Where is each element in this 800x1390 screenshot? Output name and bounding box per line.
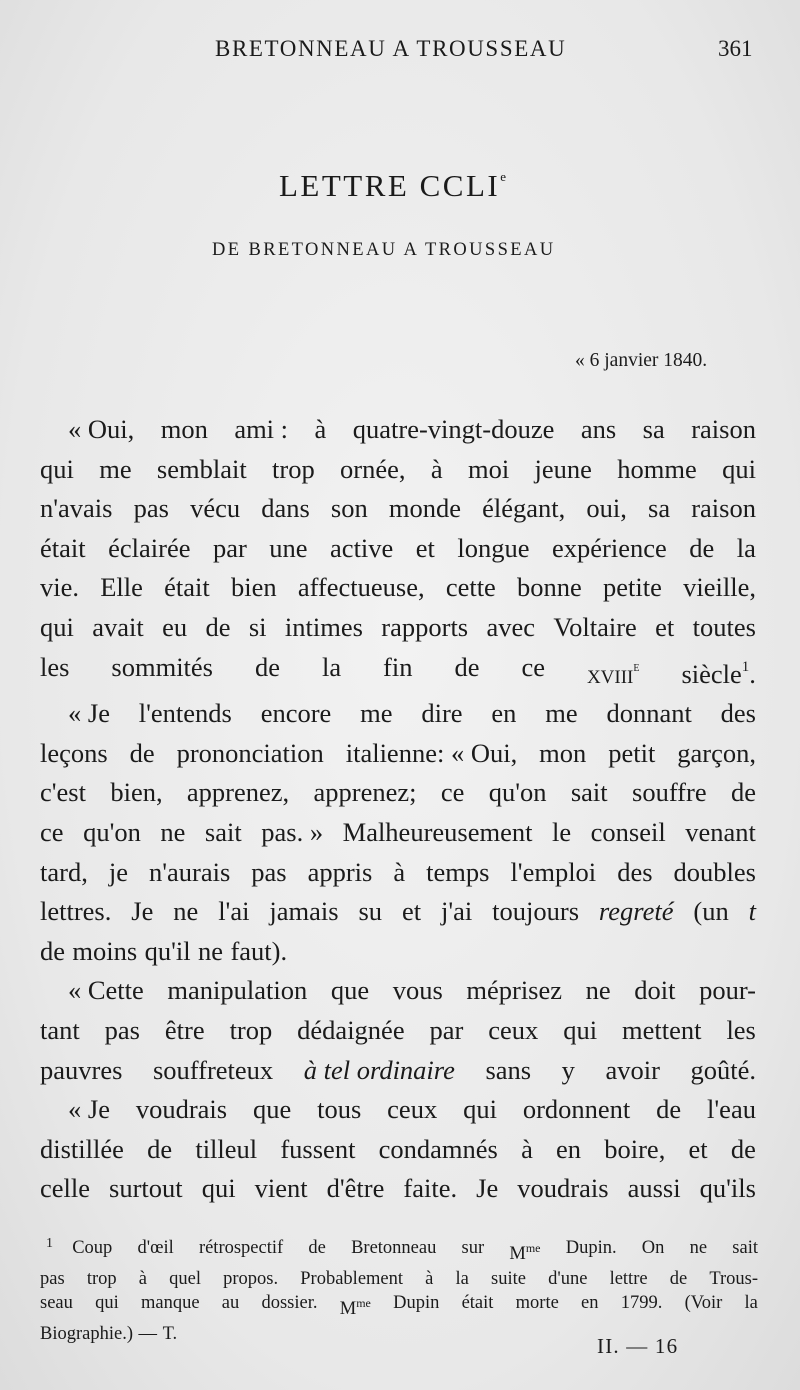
word: Probablement bbox=[300, 1268, 404, 1289]
word: et bbox=[401, 896, 422, 927]
text-line bbox=[40, 450, 756, 490]
word: mon bbox=[539, 737, 587, 768]
word: de bbox=[656, 1094, 682, 1125]
word: garçon, bbox=[677, 737, 756, 768]
word: des bbox=[617, 856, 653, 887]
word: pas. » bbox=[261, 816, 324, 847]
word: ordonnent bbox=[522, 1094, 631, 1125]
signature-mark: II. — 16 bbox=[597, 1334, 679, 1358]
word: tous bbox=[317, 1094, 362, 1125]
text-line bbox=[40, 892, 756, 932]
word: l'ai bbox=[218, 896, 250, 927]
word: lettre bbox=[609, 1268, 648, 1289]
word: tard, bbox=[40, 856, 88, 887]
word: élégant, bbox=[482, 493, 566, 524]
word: pour- bbox=[699, 975, 756, 1006]
word: à bbox=[425, 1268, 434, 1289]
word: $M^{me}$ bbox=[509, 1241, 541, 1265]
page-number: 361 bbox=[718, 36, 753, 61]
word: rapports bbox=[381, 611, 469, 642]
text-line bbox=[40, 1169, 756, 1209]
word: sommités bbox=[111, 651, 213, 682]
century-word: siècle$^1$. bbox=[681, 658, 756, 689]
footnote-line bbox=[40, 1236, 758, 1267]
word: qui bbox=[563, 1014, 598, 1045]
word: et bbox=[415, 532, 435, 563]
word: qui bbox=[463, 1094, 497, 1125]
word: être bbox=[164, 1014, 205, 1045]
word: sait bbox=[570, 777, 608, 808]
text-line bbox=[40, 1051, 756, 1091]
word: ne bbox=[689, 1238, 708, 1258]
word: dédaignée bbox=[297, 1014, 405, 1045]
word: je bbox=[108, 856, 128, 887]
footnote bbox=[40, 1236, 758, 1346]
word: goûté. bbox=[690, 1054, 756, 1085]
word: ornée, bbox=[340, 453, 406, 484]
word: sans bbox=[485, 1054, 532, 1085]
word: bonne bbox=[517, 572, 582, 603]
word: vieille, bbox=[683, 572, 756, 603]
word: bien, bbox=[110, 777, 163, 808]
word: qu'on bbox=[488, 777, 547, 808]
word: morte bbox=[515, 1293, 559, 1314]
word: par bbox=[429, 1014, 464, 1045]
word: était bbox=[164, 572, 210, 603]
word: $M^{me}$ bbox=[339, 1296, 371, 1320]
word: quatre-vingt-douze bbox=[352, 414, 555, 444]
word: sa bbox=[642, 414, 665, 444]
italic-t: t bbox=[748, 896, 756, 927]
word: en bbox=[556, 1133, 582, 1164]
footnote-marker: 1 bbox=[46, 1236, 53, 1251]
word: Biographie.) bbox=[40, 1323, 133, 1344]
word: encore bbox=[260, 698, 332, 729]
text-line bbox=[40, 1090, 756, 1130]
word: et bbox=[688, 1133, 708, 1164]
word: de bbox=[308, 1238, 326, 1258]
word: tant bbox=[40, 1014, 80, 1045]
word: j'ai bbox=[440, 896, 473, 927]
word: ami : bbox=[234, 414, 289, 444]
word: su bbox=[358, 896, 383, 927]
word: ne bbox=[585, 975, 611, 1006]
word: qui bbox=[201, 1173, 236, 1204]
word: mettent bbox=[622, 1014, 702, 1045]
word: d'œil bbox=[137, 1238, 174, 1258]
word: ce bbox=[521, 651, 545, 682]
word: y bbox=[561, 1054, 575, 1085]
word: ce bbox=[40, 816, 64, 847]
word: qui bbox=[40, 611, 74, 642]
word: me bbox=[545, 698, 578, 729]
word: moi bbox=[467, 453, 510, 484]
text-line bbox=[40, 1011, 756, 1051]
word: que bbox=[252, 1094, 292, 1125]
word: n'avais bbox=[40, 493, 113, 524]
word: à bbox=[314, 414, 327, 444]
word: en bbox=[581, 1293, 599, 1314]
word: doubles bbox=[673, 856, 756, 887]
word: me bbox=[360, 698, 393, 729]
word: ne bbox=[198, 935, 224, 966]
word: à bbox=[393, 856, 406, 887]
word: venant bbox=[685, 816, 756, 847]
word: ans bbox=[580, 414, 617, 444]
word: celle bbox=[40, 1173, 91, 1204]
word: Elle bbox=[100, 572, 143, 603]
word: l'entends bbox=[138, 698, 232, 729]
italic-regrete: regreté bbox=[598, 896, 674, 927]
word: intimes bbox=[284, 611, 363, 642]
word: voudrais bbox=[135, 1094, 228, 1125]
word: voudrais bbox=[517, 1173, 609, 1204]
word: moins bbox=[72, 935, 138, 966]
word: suite bbox=[491, 1268, 526, 1289]
italic-a-tel-ordinaire: à tel ordinaire bbox=[303, 1054, 455, 1085]
word: à bbox=[430, 453, 443, 484]
word: fussent bbox=[280, 1133, 356, 1164]
word: jeune bbox=[534, 453, 592, 484]
word: quel bbox=[169, 1268, 201, 1289]
word: Dupin. bbox=[565, 1238, 617, 1258]
word: doit bbox=[634, 975, 676, 1006]
word: qu'ils bbox=[699, 1173, 756, 1204]
word: sait bbox=[732, 1238, 758, 1258]
word: tilleul bbox=[195, 1133, 258, 1164]
footnote-line bbox=[40, 1291, 758, 1322]
word: Bretonneau bbox=[351, 1238, 437, 1258]
text-line bbox=[40, 971, 756, 1011]
letter-title bbox=[279, 168, 506, 204]
word: fin bbox=[383, 651, 413, 682]
word: condamnés bbox=[378, 1133, 498, 1164]
word: eu bbox=[162, 611, 188, 642]
word: 1799. bbox=[620, 1293, 663, 1314]
word: une bbox=[269, 532, 308, 563]
word: Malheureusement bbox=[342, 816, 533, 847]
word: expérience bbox=[552, 532, 667, 563]
word: était bbox=[461, 1293, 494, 1314]
letter-subtitle: DE BRETONNEAU A TROUSSEAU bbox=[212, 240, 556, 260]
word: des bbox=[720, 698, 756, 729]
word: qui bbox=[40, 453, 74, 484]
word: petite bbox=[603, 572, 662, 603]
word: faut). bbox=[230, 935, 288, 966]
word: sait bbox=[204, 816, 242, 847]
text-line bbox=[40, 932, 756, 972]
word: trop bbox=[272, 453, 315, 484]
word: les bbox=[726, 1014, 756, 1045]
word: me bbox=[99, 453, 132, 484]
word: qui bbox=[95, 1293, 119, 1314]
century-numeral: xviii$^e$ bbox=[586, 658, 640, 689]
word: rétrospectif bbox=[198, 1238, 284, 1258]
word: ne bbox=[160, 816, 186, 847]
word: manipulation bbox=[167, 975, 308, 1006]
word: Je bbox=[131, 896, 154, 927]
word: dire bbox=[421, 698, 463, 729]
word: pauvres bbox=[40, 1054, 123, 1085]
word: la bbox=[736, 532, 756, 563]
paren-un: (un bbox=[693, 896, 729, 927]
word: par bbox=[212, 532, 247, 563]
word: appris bbox=[307, 856, 373, 887]
word: pas bbox=[40, 1268, 65, 1289]
word: « Je bbox=[68, 698, 110, 729]
word: homme bbox=[617, 453, 697, 484]
word: active bbox=[330, 532, 394, 563]
word: de bbox=[669, 1268, 688, 1289]
word: toujours bbox=[492, 896, 580, 927]
word: Voltaire bbox=[553, 611, 637, 642]
word: trop bbox=[86, 1268, 117, 1289]
word: apprenez; bbox=[313, 777, 417, 808]
word: que bbox=[330, 975, 370, 1006]
word: la bbox=[321, 651, 342, 682]
word: en bbox=[491, 698, 517, 729]
word: Je bbox=[476, 1173, 499, 1204]
word: lettres. bbox=[40, 896, 112, 927]
word: mon bbox=[160, 414, 208, 444]
text-line bbox=[40, 410, 756, 450]
word: longue bbox=[457, 532, 530, 563]
word: « Cette bbox=[68, 975, 144, 1006]
word: T. bbox=[162, 1323, 178, 1344]
letter-title-sup: e bbox=[500, 169, 507, 184]
word: italienne: « Oui, bbox=[345, 737, 518, 768]
word: la bbox=[455, 1268, 469, 1289]
word: qu'il bbox=[144, 935, 191, 966]
word: au bbox=[221, 1293, 240, 1314]
word: Coup bbox=[72, 1238, 113, 1258]
text-line bbox=[40, 853, 756, 893]
letter-body bbox=[40, 410, 756, 1209]
text-line bbox=[40, 1130, 756, 1170]
word: pas bbox=[104, 1014, 140, 1045]
word: d'être bbox=[326, 1173, 385, 1204]
word: conseil bbox=[590, 816, 666, 847]
word: trop bbox=[229, 1014, 273, 1045]
word: d'une bbox=[548, 1268, 588, 1289]
word: la bbox=[744, 1293, 758, 1314]
word: ceux bbox=[387, 1094, 438, 1125]
text-line bbox=[40, 813, 756, 853]
word: Trous- bbox=[709, 1268, 758, 1289]
word: « Oui, bbox=[68, 414, 135, 444]
text-line bbox=[40, 648, 756, 695]
footnote-ref: 1 bbox=[741, 658, 750, 675]
text-line bbox=[40, 773, 756, 813]
word: était bbox=[40, 532, 86, 563]
word: raison bbox=[691, 414, 756, 444]
word: éclairée bbox=[108, 532, 191, 563]
word: affectueuse, bbox=[297, 572, 425, 603]
word: On bbox=[641, 1238, 665, 1258]
text-line bbox=[40, 529, 756, 569]
word: avec bbox=[486, 611, 536, 642]
word: (Voir bbox=[684, 1293, 723, 1314]
text-line bbox=[40, 694, 756, 734]
word: ceux bbox=[488, 1014, 539, 1045]
word: avait bbox=[92, 611, 144, 642]
word: faite. bbox=[403, 1173, 458, 1204]
text-line bbox=[40, 489, 756, 529]
word: de bbox=[147, 1133, 173, 1164]
word: n'aurais bbox=[148, 856, 231, 887]
word: vie. bbox=[40, 572, 79, 603]
word: l'eau bbox=[707, 1094, 756, 1125]
word: surtout bbox=[109, 1173, 183, 1204]
word: pas bbox=[133, 493, 169, 524]
word: et bbox=[655, 611, 675, 642]
footnote-line bbox=[40, 1267, 758, 1292]
word: monde bbox=[388, 493, 461, 524]
word: si bbox=[248, 611, 267, 642]
word: l'emploi bbox=[510, 856, 597, 887]
word: de bbox=[730, 777, 756, 808]
word: propos. bbox=[223, 1268, 279, 1289]
word: Dupin bbox=[393, 1293, 440, 1314]
text-line bbox=[40, 568, 756, 608]
word: de bbox=[40, 935, 66, 966]
word: aussi bbox=[627, 1173, 681, 1204]
word: à bbox=[138, 1268, 147, 1289]
word: temps bbox=[426, 856, 490, 887]
word: vous bbox=[392, 975, 443, 1006]
word: oui, bbox=[586, 493, 627, 524]
word: semblait bbox=[156, 453, 247, 484]
word: de bbox=[205, 611, 231, 642]
word: jamais bbox=[269, 896, 339, 927]
word: qu'on bbox=[83, 816, 141, 847]
word: ce bbox=[440, 777, 465, 808]
word: le bbox=[552, 816, 572, 847]
word: petit bbox=[608, 737, 656, 768]
word: ne bbox=[173, 896, 199, 927]
word: apprenez, bbox=[186, 777, 290, 808]
word: seau bbox=[40, 1293, 73, 1314]
word: pas bbox=[251, 856, 287, 887]
word: manque bbox=[140, 1293, 200, 1314]
word: de bbox=[730, 1133, 756, 1164]
word: souffreteux bbox=[152, 1054, 274, 1085]
word: vécu bbox=[190, 493, 241, 524]
word: cette bbox=[445, 572, 496, 603]
word: son bbox=[330, 493, 368, 524]
word: bien bbox=[230, 572, 277, 603]
word: sur bbox=[461, 1238, 485, 1258]
title-abbrev-sup: me bbox=[525, 1241, 541, 1255]
word: de bbox=[129, 737, 155, 768]
word: qui bbox=[722, 453, 756, 484]
word: distillée bbox=[40, 1133, 124, 1164]
word: de bbox=[454, 651, 480, 682]
word: à bbox=[521, 1133, 533, 1164]
word: prononciation bbox=[176, 737, 324, 768]
word: avoir bbox=[605, 1054, 660, 1085]
word: les bbox=[40, 651, 70, 682]
word: « Je bbox=[68, 1094, 110, 1125]
text-line bbox=[40, 734, 756, 774]
word: — bbox=[138, 1323, 158, 1344]
word: souffre bbox=[632, 777, 707, 808]
word: de bbox=[689, 532, 715, 563]
letter-date: « 6 janvier 1840. bbox=[575, 350, 708, 371]
running-title: BRETONNEAU A TROUSSEAU bbox=[215, 36, 567, 61]
word: c'est bbox=[40, 777, 86, 808]
word: donnant bbox=[606, 698, 692, 729]
word: boire, bbox=[604, 1133, 666, 1164]
title-abbrev-sup: me bbox=[356, 1296, 371, 1311]
word: sa bbox=[648, 493, 671, 524]
word: leçons bbox=[40, 737, 108, 768]
text-line bbox=[40, 608, 756, 648]
word: de bbox=[254, 651, 280, 682]
word: méprisez bbox=[466, 975, 563, 1006]
word: vient bbox=[254, 1173, 308, 1204]
word: dossier. bbox=[261, 1293, 318, 1314]
word: dans bbox=[261, 493, 310, 524]
word: raison bbox=[691, 493, 756, 524]
letter-title-text: LETTRE CCLI bbox=[279, 168, 501, 203]
word: toutes bbox=[692, 611, 756, 642]
